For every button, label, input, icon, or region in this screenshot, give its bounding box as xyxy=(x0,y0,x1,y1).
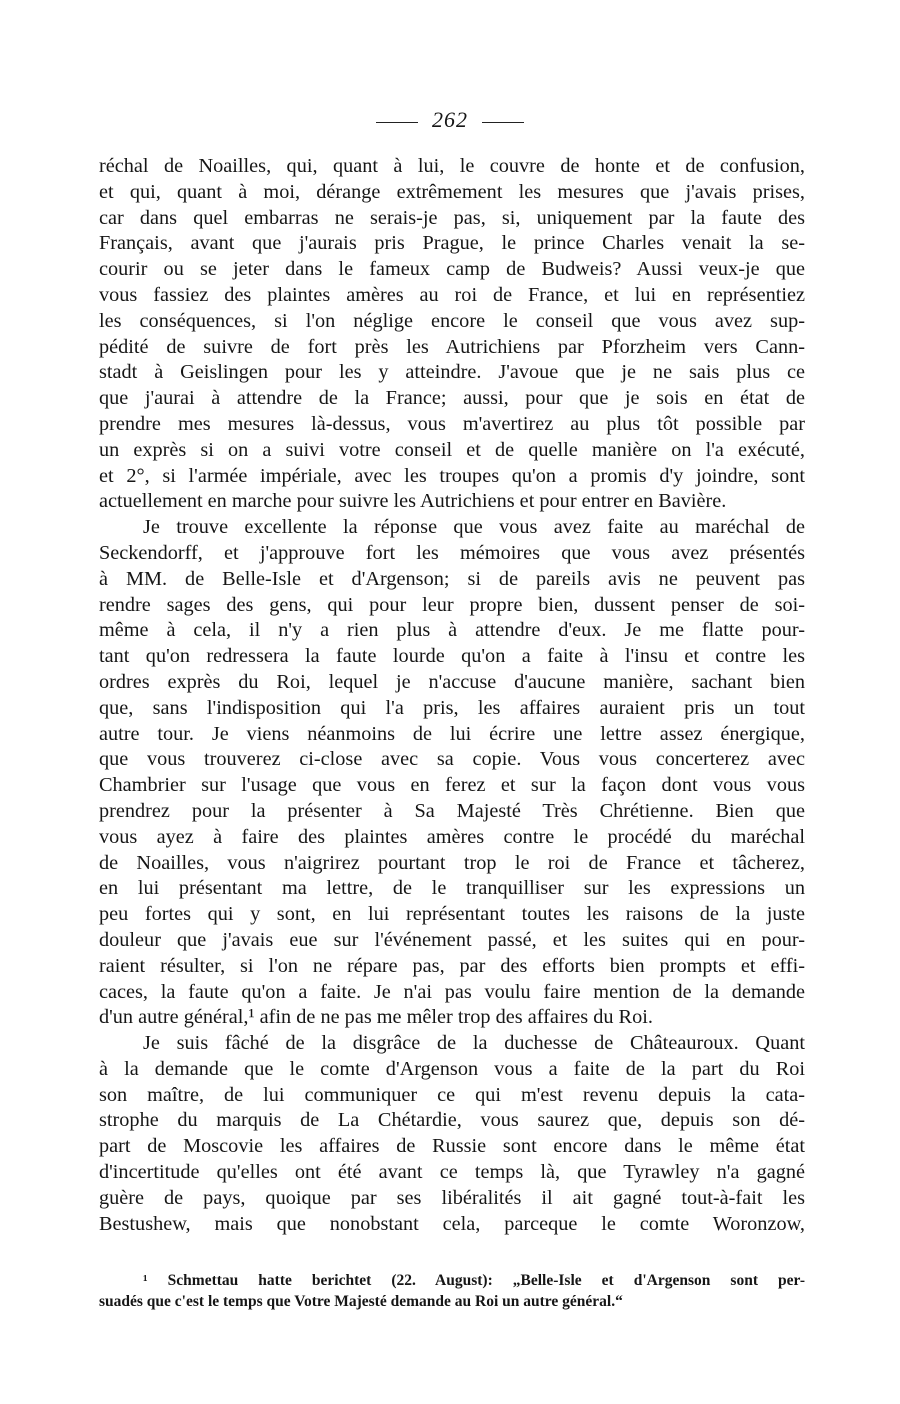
text-line: Chambrier sur l'usage que vous en ferez et sur la façon dont vous vous xyxy=(99,774,805,797)
header-rule-right xyxy=(482,122,524,123)
text-line: caces, la faute qu'on a faite. Je n'ai pas voulu faire mention de la demande xyxy=(99,980,805,1003)
text-line: son maître, de lui communiquer ce qui m'est revenu depuis la cata- xyxy=(99,1083,805,1106)
text-line: Français, avant que j'aurais pris Prague, le prince Charles venait la se- xyxy=(99,232,805,255)
text-line: un exprès si on a suivi votre conseil et de quelle manière on l'a exécuté, xyxy=(99,438,805,461)
text-line: stadt à Geislingen pour les y atteindre. J'avoue que je ne sais plus ce xyxy=(99,361,805,384)
text-line: part de Moscovie les affaires de Russie sont encore dans le même état xyxy=(99,1135,805,1158)
text-line: et 2°, si l'armée impériale, avec les troupes qu'on a promis d'y joindre, sont xyxy=(99,464,805,487)
text-line: car dans quel embarras ne serais-je pas, si, uniquement par la faute des xyxy=(99,206,805,229)
footnote-line: ¹ Schmettau hatte berichtet (22. August): „Belle-Isle et d'Argenson sont per- xyxy=(143,1272,805,1289)
text-line: vous fassiez des plaintes amères au roi de France, et lui en représentiez xyxy=(99,283,805,306)
text-line: pédité de suivre de fort près les Autrichiens par Pforzheim vers Cann- xyxy=(99,335,805,358)
text-line: que, sans l'indisposition qui l'a pris, les affaires auraient pris un tout xyxy=(99,696,805,719)
page-number: 262 xyxy=(432,107,468,132)
text-line: rendre sages des gens, qui pour leur propre bien, dussent penser de soi- xyxy=(99,593,805,616)
header-rule-left xyxy=(376,122,418,123)
text-line: et qui, quant à moi, dérange extrêmement les mesures que j'avais prises, xyxy=(99,180,805,203)
text-line: réchal de Noailles, qui, quant à lui, le couvre de honte et de confusion, xyxy=(99,155,805,177)
text-line: courir ou se jeter dans le fameux camp de Budweis? Aussi veux-je que xyxy=(99,258,805,281)
text-line: guère de pays, quoique par ses libéralités il ait gagné tout-à-fait les xyxy=(99,1186,805,1209)
text-line: raient résulter, si l'on ne répare pas, par des efforts bien prompts et effi- xyxy=(99,954,805,977)
page-header xyxy=(0,105,900,135)
text-line: d'un autre général,¹ afin de ne pas me mêler trop des affaires du Roi. xyxy=(99,1006,653,1029)
text-line: ordres exprès du Roi, lequel je n'accuse d'aucune manière, sachant bien xyxy=(99,670,805,693)
text-line: prendre mes mesures là-dessus, vous m'avertirez au plus tôt possible par xyxy=(99,412,805,435)
text-line: de Noailles, vous n'aigrirez pourtant trop le roi de France et tâcherez, xyxy=(99,851,805,874)
text-line: tant qu'on redressera la faute lourde qu'on a faite à l'insu et contre les xyxy=(99,645,805,668)
footnote xyxy=(99,1270,805,1312)
text-line: que vous trouverez ci-close avec sa copie. Vous vous concerterez avec xyxy=(99,748,805,771)
text-line: douleur que j'avais eue sur l'événement passé, et les suites qui en pour- xyxy=(99,928,805,951)
text-line: d'incertitude qu'elles ont été avant ce temps là, que Tyrawley n'a gagné xyxy=(99,1161,805,1184)
text-line: actuellement en marche pour suivre les Autrichiens et pour entrer en Bavière. xyxy=(99,490,727,513)
text-line: en lui présentant ma lettre, de le tranquilliser sur les expressions un xyxy=(99,877,805,900)
body-text xyxy=(99,154,805,1237)
text-line: peu fortes qui y sont, en lui représentant toutes les raisons de la juste xyxy=(99,903,805,926)
paragraph-first-line: Je suis fâché de la disgrâce de la duchesse de Châteauroux. Quant xyxy=(143,1032,805,1055)
text-line: Bestushew, mais que nonobstant cela, parceque le comte Woronzow, xyxy=(99,1212,805,1235)
footnote-line: suadés que c'est le temps que Votre Majesté demande au Roi un autre général.“ xyxy=(99,1293,623,1310)
text-line: les conséquences, si l'on néglige encore le conseil que vous avez sup- xyxy=(99,309,805,332)
paragraph-first-line: Je trouve excellente la réponse que vous avez faite au maréchal de xyxy=(143,516,805,539)
text-line: strophe du marquis de La Chétardie, vous saurez que, depuis son dé- xyxy=(99,1109,805,1132)
text-line: même à cela, il n'y a rien plus à attendre d'eux. Je me flatte pour- xyxy=(99,619,805,642)
text-line: que j'aurai à attendre de la France; aussi, pour que je sois en état de xyxy=(99,387,805,410)
text-line: vous ayez à faire des plaintes amères contre le procédé du maréchal xyxy=(99,825,805,848)
text-line: à la demande que le comte d'Argenson vous a faite de la part du Roi xyxy=(99,1057,805,1080)
text-line: à MM. de Belle-Isle et d'Argenson; si de pareils avis ne peuvent pas xyxy=(99,567,805,590)
text-line: autre tour. Je viens néanmoins de lui écrire une lettre assez énergique, xyxy=(99,722,805,745)
text-line: prendrez pour la présenter à Sa Majesté Très Chrétienne. Bien que xyxy=(99,799,805,822)
text-line: Seckendorff, et j'approuve fort les mémoires que vous avez présentés xyxy=(99,541,805,564)
